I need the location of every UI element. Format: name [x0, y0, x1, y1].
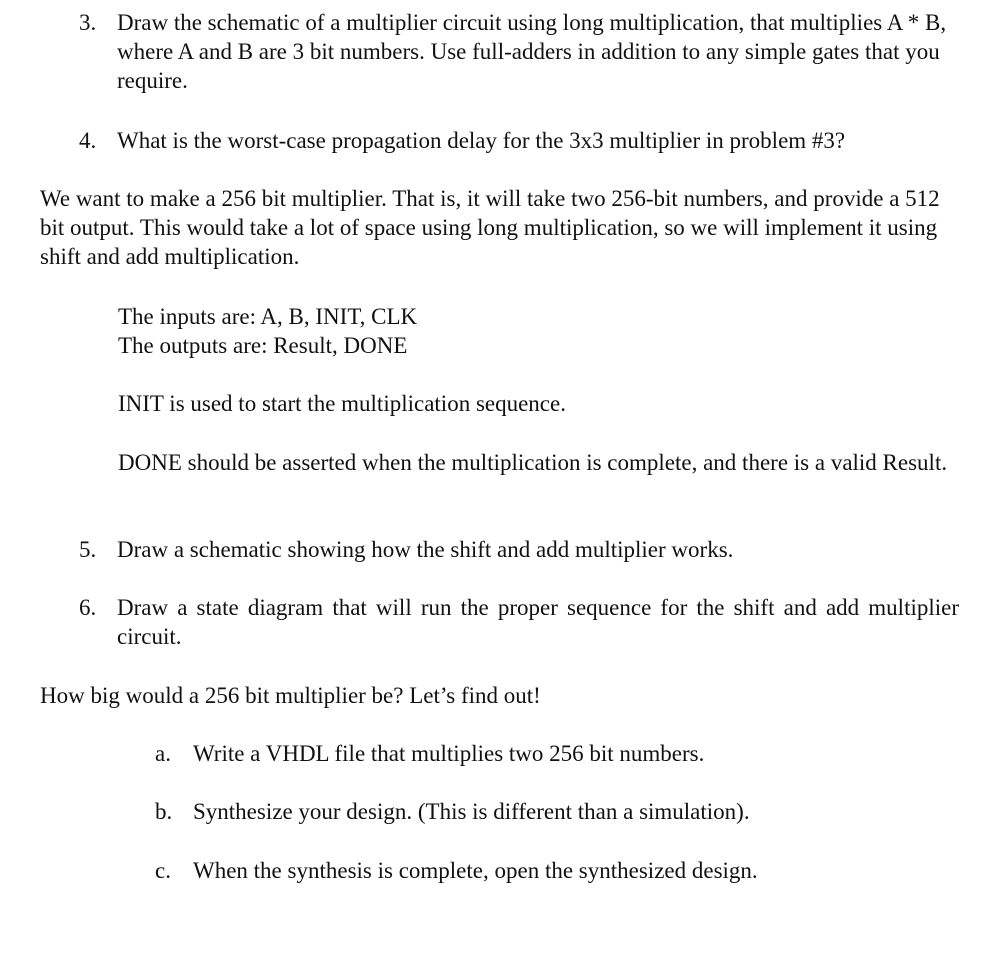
question-number: 3. [79, 10, 97, 35]
question-number: 5. [79, 537, 97, 562]
question-text: Draw a state diagram that will run the proper sequence for the shift and add multiplier circuit. [117, 595, 959, 649]
question-4 [79, 126, 959, 155]
outputs-line: The outputs are: Result, DONE [118, 333, 408, 358]
question-3 [79, 8, 959, 95]
sub-item-text: When the synthesis is complete, open the synthesized design. [193, 858, 758, 883]
question-text: Draw a schematic showing how the shift and add multiplier works. [117, 537, 734, 562]
init-description: INIT is used to start the multiplication sequence. [118, 391, 566, 416]
question-text: What is the worst-case propagation delay for the 3x3 multiplier in problem #3? [117, 128, 846, 153]
done-description: DONE should be asserted when the multiplication is complete, and there is a valid Result. [118, 450, 948, 475]
sub-item-letter: a. [155, 741, 171, 766]
question-number: 4. [79, 128, 97, 153]
sub-item-text: Write a VHDL file that multiplies two 256 bit numbers. [193, 741, 705, 766]
sub-item-b [155, 797, 935, 826]
inputs-line: The inputs are: A, B, INIT, CLK [118, 304, 418, 329]
sub-item-letter: c. [155, 858, 171, 883]
question-5 [79, 535, 959, 564]
how-big-paragraph: How big would a 256 bit multiplier be? Let’s find out! [40, 683, 541, 708]
question-number: 6. [79, 595, 97, 620]
sub-item-letter: b. [155, 799, 173, 824]
question-6 [79, 593, 959, 651]
question-text: Draw the schematic of a multiplier circuit using long multiplication, that multiplies A * B, where A and B are 3 bit numbers. Use full-adders in addition to any simple gates that you require. [117, 10, 947, 93]
sub-item-text: Synthesize your design. (This is different than a simulation). [193, 799, 750, 824]
intro-paragraph: We want to make a 256 bit multiplier. That is, it will take two 256-bit numbers, and provide a 512 bit output. This would take a lot of space using long multiplication, so we will implement it using shift and add multiplication. [40, 186, 940, 269]
sub-item-a [155, 739, 935, 768]
sub-item-c [155, 856, 935, 885]
